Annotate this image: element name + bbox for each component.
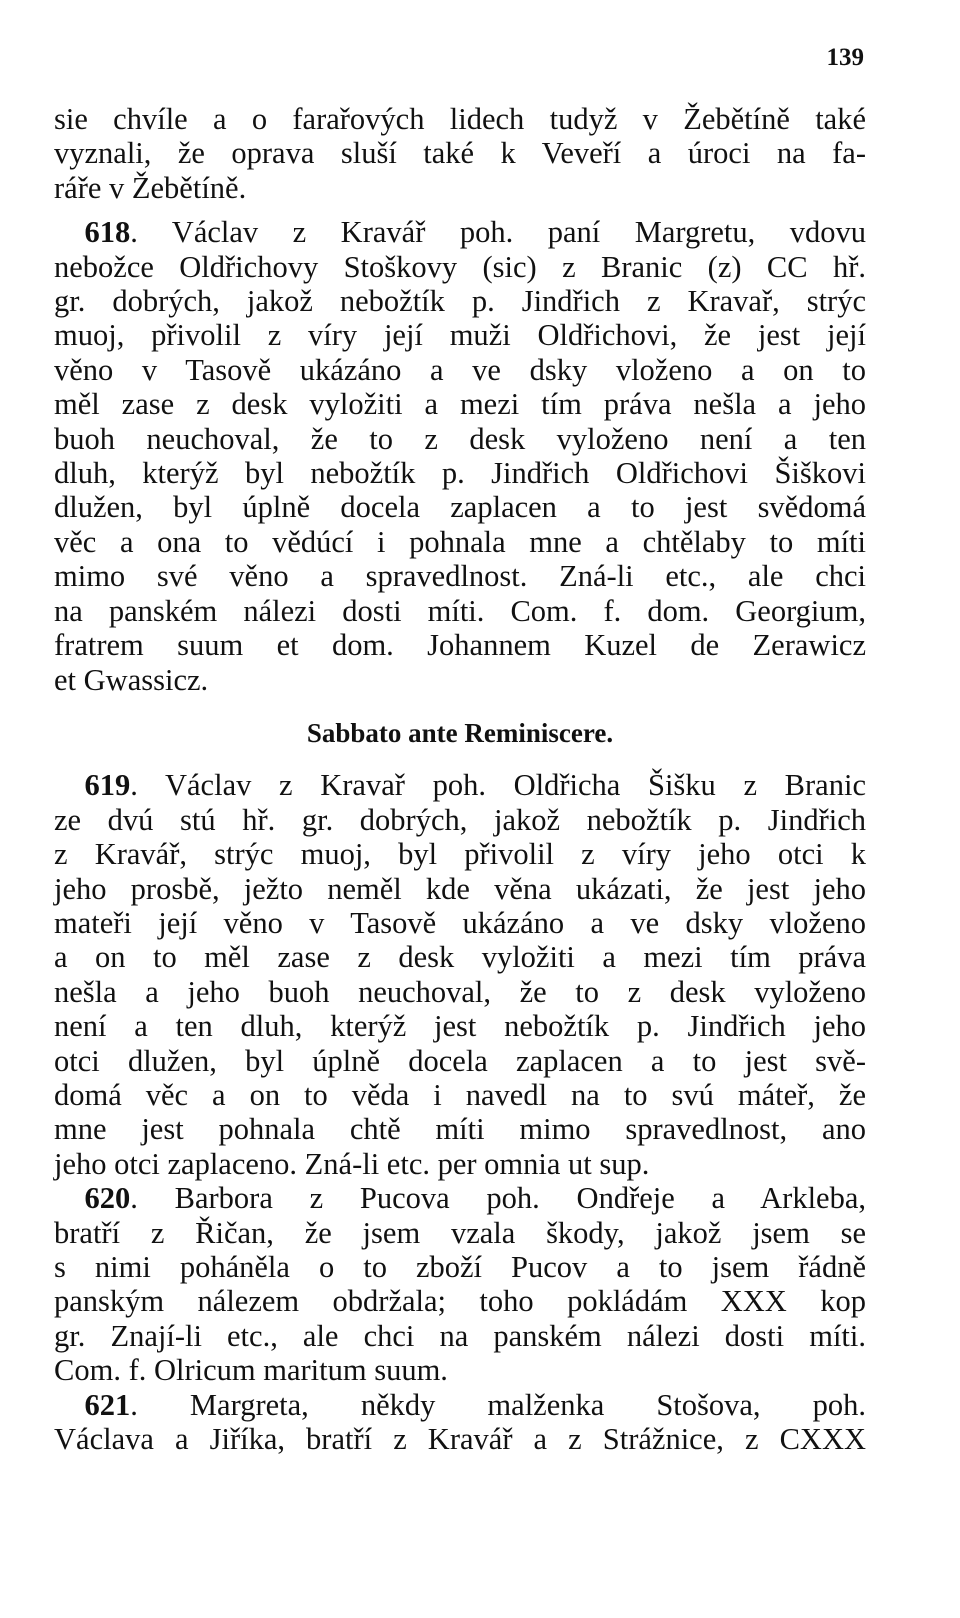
- text-line: věno v Tasově ukázáno a ve dsky vloženo a on to: [54, 352, 866, 387]
- text-line: et Gwassicz.: [54, 662, 209, 697]
- text-line: Com. f. Olricum maritum suum.: [54, 1353, 448, 1388]
- text-line: gr. dobrých, jakož nebožtík p. Jindřich z Kravař, strýc: [54, 284, 866, 319]
- text-line: z Kravář, strýc muoj, byl přivolil z víry jeho otci k: [54, 837, 866, 872]
- text-line: Václava a Jiříka, bratří z Kravář a z Strážnice, z CXXX: [54, 1422, 866, 1457]
- text-line: a on to měl zase z desk vyložiti a mezi tím práva: [54, 940, 866, 975]
- text-line: mimo své věno a spravedlnost. Zná-li etc., ale chci: [54, 559, 866, 594]
- entry-number: 619: [84, 768, 131, 803]
- page-body: [54, 102, 866, 1456]
- text-line: domá věc a on to věda i navedl na to svú máteř, že: [54, 1077, 866, 1112]
- page-number: 139: [826, 44, 864, 71]
- text-line: vyznali, že oprava sluší také k Veveří a úroci na fa-: [54, 136, 866, 171]
- text-line: muoj, přivolil z víry její muži Oldřichovi, že jest její: [54, 318, 866, 353]
- text-line: dluh, kterýž byl nebožtík p. Jindřich Oldřichovi Šiškovi: [54, 456, 866, 491]
- entry-number: 621: [84, 1387, 131, 1422]
- entry-620-first-line: [54, 1181, 866, 1215]
- text-line: bratří z Řičan, že jsem vzala škody, jakož jsem se: [54, 1215, 866, 1250]
- entry-619-first-line: [54, 768, 866, 802]
- text-line: panským nálezem obdržala; toho pokládám XXX kop: [54, 1284, 866, 1319]
- text-span: . Barbora z Pucova poh. Ondřeje a Arkleba,: [130, 1181, 866, 1216]
- text-line: věc a ona to vědúcí i pohnala mne a chtělaby to míti: [54, 524, 866, 559]
- text-line: jeho otci zaplaceno. Zná-li etc. per omnia ut sup.: [54, 1146, 650, 1181]
- text-line: ráře v Žebětíně.: [54, 170, 247, 205]
- text-line: na panském nálezi dosti míti. Com. f. dom. Georgium,: [54, 593, 866, 628]
- text-line: mateři její věno v Tasově ukázáno a ve dsky vloženo: [54, 905, 866, 940]
- text-line: mne jest pohnala chtě míti mimo spravedlnost, ano: [54, 1112, 866, 1147]
- text-line: fratrem suum et dom. Johannem Kuzel de Zerawicz: [54, 628, 866, 663]
- text-line: ze dvú stú hř. gr. dobrých, jakož nebožtík p. Jindřich: [54, 802, 866, 837]
- section-heading: Sabbato ante Reminiscere.: [306, 717, 614, 748]
- text-line: buoh neuchoval, že to z desk vyloženo není a ten: [54, 421, 866, 456]
- entry-618-first-line: [54, 215, 866, 249]
- text-span: . Margreta, někdy malženka Stošova, poh.: [130, 1387, 866, 1422]
- text-line: gr. Znají-li etc., ale chci na panském nálezi dosti míti.: [54, 1318, 866, 1353]
- text-line: s nimi poháněla o to zboží Pucov a to jsem řádně: [54, 1250, 866, 1284]
- entry-number: 618: [84, 215, 131, 250]
- text-span: . Václav z Kravař poh. Oldřicha Šišku z Branic: [130, 768, 866, 803]
- text-line: měl zase z desk vyložiti a mezi tím práva nešla a jeho: [54, 387, 866, 422]
- text-span: . Václav z Kravář poh. paní Margretu, vdovu: [130, 215, 866, 250]
- text-line: nebožce Oldřichovy Stoškovy (sic) z Branic (z) CC hř.: [54, 249, 866, 284]
- entry-621-first-line: [54, 1388, 866, 1422]
- text-line: dlužen, byl úplně docela zaplacen a to jest svědomá: [54, 490, 866, 525]
- text-line: otci dlužen, byl úplně docela zaplacen a to jest svě-: [54, 1043, 866, 1078]
- text-line: jeho prosbě, ježto neměl kde věna ukázati, že jest jeho: [54, 871, 866, 906]
- entry-number: 620: [84, 1181, 131, 1216]
- text-line: nešla a jeho buoh neuchoval, že to z desk vyloženo: [54, 974, 866, 1009]
- text-line: není a ten dluh, kterýž jest nebožtík p. Jindřich jeho: [54, 1009, 866, 1044]
- text-line: sie chvíle a o farařových lidech tudyž v Žebětíně také: [54, 102, 866, 136]
